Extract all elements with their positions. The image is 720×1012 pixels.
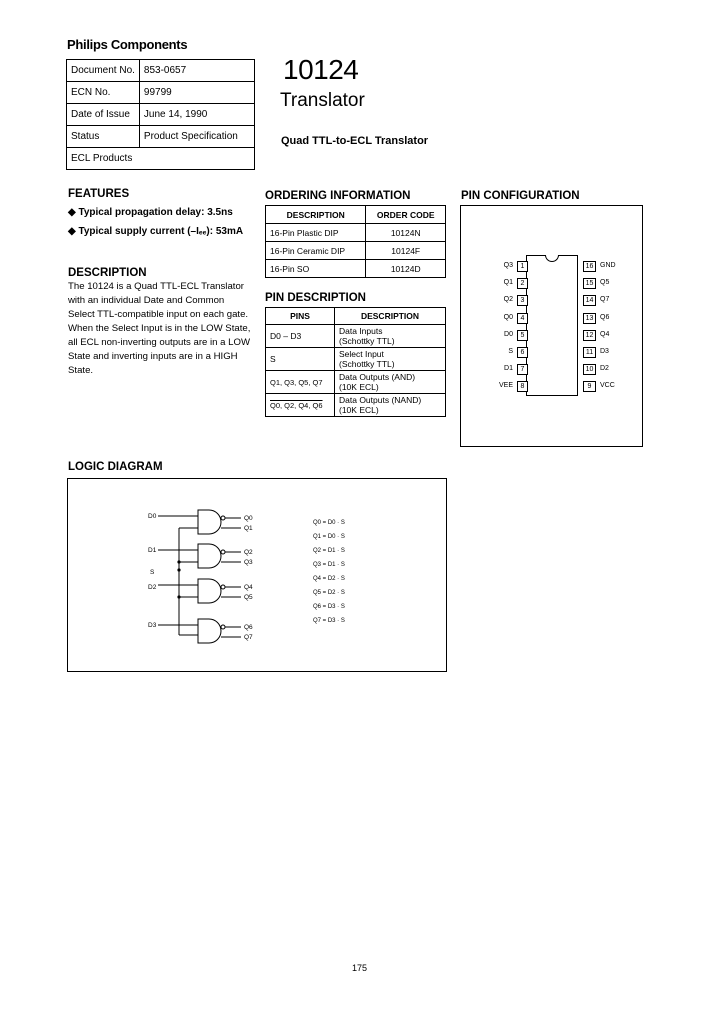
inverter-bubble xyxy=(221,585,225,589)
description-title: DESCRIPTION xyxy=(68,267,147,279)
table-row xyxy=(266,242,446,260)
logic-equation: Q0 = D0 · S xyxy=(313,520,345,526)
output-label: Q0 xyxy=(244,515,253,522)
pin-name-left: S xyxy=(508,348,513,355)
pin-names: S xyxy=(266,348,335,371)
pin-desc-line: (Schottky TTL) xyxy=(339,359,395,369)
column-header: PINS xyxy=(266,308,335,325)
pin-name-left: Q1 xyxy=(503,279,513,287)
pin-number-right: 14 xyxy=(583,295,596,306)
doc-info-value: 853-0657 xyxy=(139,60,254,82)
pin-desc xyxy=(335,371,446,394)
logic-diagram xyxy=(68,479,446,671)
package-desc: 16-Pin Ceramic DIP xyxy=(266,242,366,260)
doc-info-value: June 14, 1990 xyxy=(139,104,254,126)
order-code: 10124N xyxy=(366,224,446,242)
junction-dot xyxy=(177,595,180,598)
part-name: Translator xyxy=(280,90,365,111)
bullet-icon: ◆ xyxy=(68,207,76,218)
doc-info-label: Status xyxy=(67,126,140,148)
output-label: Q6 xyxy=(244,624,253,631)
pin-name-left: VEE xyxy=(498,382,513,390)
pin-name-right: D3 xyxy=(600,348,609,355)
table-row xyxy=(266,371,446,394)
output-wire xyxy=(221,518,241,637)
input-label: D1 xyxy=(148,547,157,554)
doc-info-label: Date of Issue xyxy=(67,104,140,126)
ordering-title: ORDERING INFORMATION xyxy=(265,190,411,202)
pin-name-left: D0 xyxy=(504,330,513,338)
pin-desc-line: Data Outputs (NAND) xyxy=(339,395,422,405)
pin-number-right: 10 xyxy=(583,364,596,375)
company-name: Philips Components xyxy=(67,37,188,52)
pin-config-title: PIN CONFIGURATION xyxy=(461,190,580,202)
gate-1 xyxy=(198,544,221,568)
pin-number-right: 15 xyxy=(583,278,596,289)
logic-diagram-frame xyxy=(67,478,447,672)
order-code: 10124F xyxy=(366,242,446,260)
description-text: The 10124 is a Quad TTL-ECL Translator with an individual Date and Common Select TTL-compatible input on each gate. When the Select Input is in the LOW State, all ECL non-inverting outputs are in a LOW State and inverting inputs are in a HIGH State. xyxy=(68,281,251,376)
input-label: D2 xyxy=(148,584,157,591)
pin-name-right: Q5 xyxy=(600,279,610,287)
pin-number-right: 12 xyxy=(583,330,596,341)
table-row xyxy=(266,348,446,371)
pin-description-title: PIN DESCRIPTION xyxy=(265,292,366,304)
doc-info-value: 99799 xyxy=(139,82,254,104)
pin-description-table xyxy=(265,307,446,417)
feature-item xyxy=(68,207,233,218)
table-row xyxy=(266,325,446,348)
logic-equation: Q4 = D2 · S xyxy=(313,576,345,582)
inverter-bubble xyxy=(221,550,225,554)
input-label: S xyxy=(150,569,155,576)
pin-number-left: 7 xyxy=(517,364,528,375)
doc-info-label: ECL Products xyxy=(67,148,255,170)
pin-number-right: 16 xyxy=(583,261,596,272)
bullet-icon: ◆ xyxy=(68,226,76,237)
package-desc: 16-Pin SO xyxy=(266,260,366,278)
pin-number-left: 5 xyxy=(517,330,528,341)
column-header: ORDER CODE xyxy=(366,206,446,224)
output-label: Q7 xyxy=(244,634,253,641)
logic-equation: Q2 = D1 · S xyxy=(313,548,345,554)
pin-desc-line: (10K ECL) xyxy=(339,405,379,415)
table-row xyxy=(67,104,255,126)
table-header-row xyxy=(266,206,446,224)
pin-name-right: Q7 xyxy=(600,296,610,304)
feature-text: Typical supply current (–Iₑₑ): 53mA xyxy=(78,226,244,237)
feature-text: Typical propagation delay: 3.5ns xyxy=(78,207,233,218)
pin-desc-line: (10K ECL) xyxy=(339,382,379,392)
output-label: Q4 xyxy=(244,584,253,591)
logic-equation: Q6 = D3 · S xyxy=(313,604,345,610)
output-label: Q3 xyxy=(244,559,253,566)
pin-desc xyxy=(335,325,446,348)
select-wire xyxy=(179,528,198,635)
table-row xyxy=(67,148,255,170)
logic-equation: Q3 = D1 · S xyxy=(313,562,345,568)
document-info-table xyxy=(66,59,255,170)
pin-number-left: 1 xyxy=(517,261,528,272)
table-row xyxy=(266,260,446,278)
table-header-row xyxy=(266,308,446,325)
part-number: 10124 xyxy=(283,54,359,85)
feature-item xyxy=(68,226,243,237)
pin-desc-line: Select Input xyxy=(339,349,384,359)
pin-desc xyxy=(335,394,446,417)
pin-name-right: D2 xyxy=(600,365,609,373)
junction-dot xyxy=(177,568,180,571)
pin-number-right: 11 xyxy=(583,347,596,358)
input-label: D0 xyxy=(148,513,157,520)
inverter-bubble xyxy=(221,625,225,629)
pin-name-left: Q3 xyxy=(503,262,513,269)
doc-info-label: Document No. xyxy=(67,60,140,82)
package-desc: 16-Pin Plastic DIP xyxy=(266,224,366,242)
features-title: FEATURES xyxy=(68,188,130,200)
pin-number-left: 3 xyxy=(517,295,528,306)
pin-desc-line: (Schottky TTL) xyxy=(339,336,395,346)
gate-3 xyxy=(198,619,221,643)
page-number: 175 xyxy=(352,963,368,973)
pin-number-right: 13 xyxy=(583,313,596,324)
table-row xyxy=(67,82,255,104)
junction-dot xyxy=(177,560,180,563)
output-label: Q1 xyxy=(244,525,253,532)
order-code: 10124D xyxy=(366,260,446,278)
pin-names: Q1, Q3, Q5, Q7 xyxy=(266,371,335,394)
logic-diagram-title: LOGIC DIAGRAM xyxy=(68,461,163,473)
pin-desc-line: Data Inputs xyxy=(339,326,383,336)
table-row xyxy=(67,126,255,148)
table-row xyxy=(266,394,446,417)
ordering-table xyxy=(265,205,446,278)
pin-names: D0 – D3 xyxy=(266,325,335,348)
pin-name-right: Q6 xyxy=(600,313,610,321)
logic-equation: Q7 = D3 · S xyxy=(313,618,345,624)
pin-number-right: 9 xyxy=(583,381,596,392)
pin-desc-line: Data Outputs (AND) xyxy=(339,372,416,382)
pin-names: Q0, Q2, Q4, Q6 xyxy=(266,394,335,417)
pin-name-left: D1 xyxy=(504,365,513,373)
pin-desc xyxy=(335,348,446,371)
doc-info-label: ECN No. xyxy=(67,82,140,104)
pin-number-left: 4 xyxy=(517,313,528,324)
table-row xyxy=(67,60,255,82)
gate-0 xyxy=(198,510,221,534)
pin-name-right: Q4 xyxy=(600,330,610,338)
doc-info-value: Product Specification xyxy=(139,126,254,148)
input-label: D3 xyxy=(148,622,157,629)
pin-number-left: 8 xyxy=(517,381,528,392)
output-label: Q2 xyxy=(244,549,253,556)
gate-2 xyxy=(198,579,221,603)
pin-name-left: Q2 xyxy=(503,296,513,304)
logic-equation: Q1 = D0 · S xyxy=(313,534,345,540)
ic-package xyxy=(526,255,578,396)
column-header: DESCRIPTION xyxy=(266,206,366,224)
part-subtitle: Quad TTL-to-ECL Translator xyxy=(281,135,429,147)
pin-name-right: VCC xyxy=(600,382,615,390)
inverter-bubble xyxy=(221,516,225,520)
ic-notch xyxy=(545,255,559,262)
logic-equation: Q5 = D2 · S xyxy=(313,590,345,596)
table-row xyxy=(266,224,446,242)
output-label: Q5 xyxy=(244,594,253,601)
column-header: DESCRIPTION xyxy=(335,308,446,325)
pin-config-frame xyxy=(460,205,643,447)
pin-name-left: Q0 xyxy=(503,313,513,321)
pin-number-left: 2 xyxy=(517,278,528,289)
pin-number-left: 6 xyxy=(517,347,528,358)
pin-name-right: GND xyxy=(600,262,616,269)
